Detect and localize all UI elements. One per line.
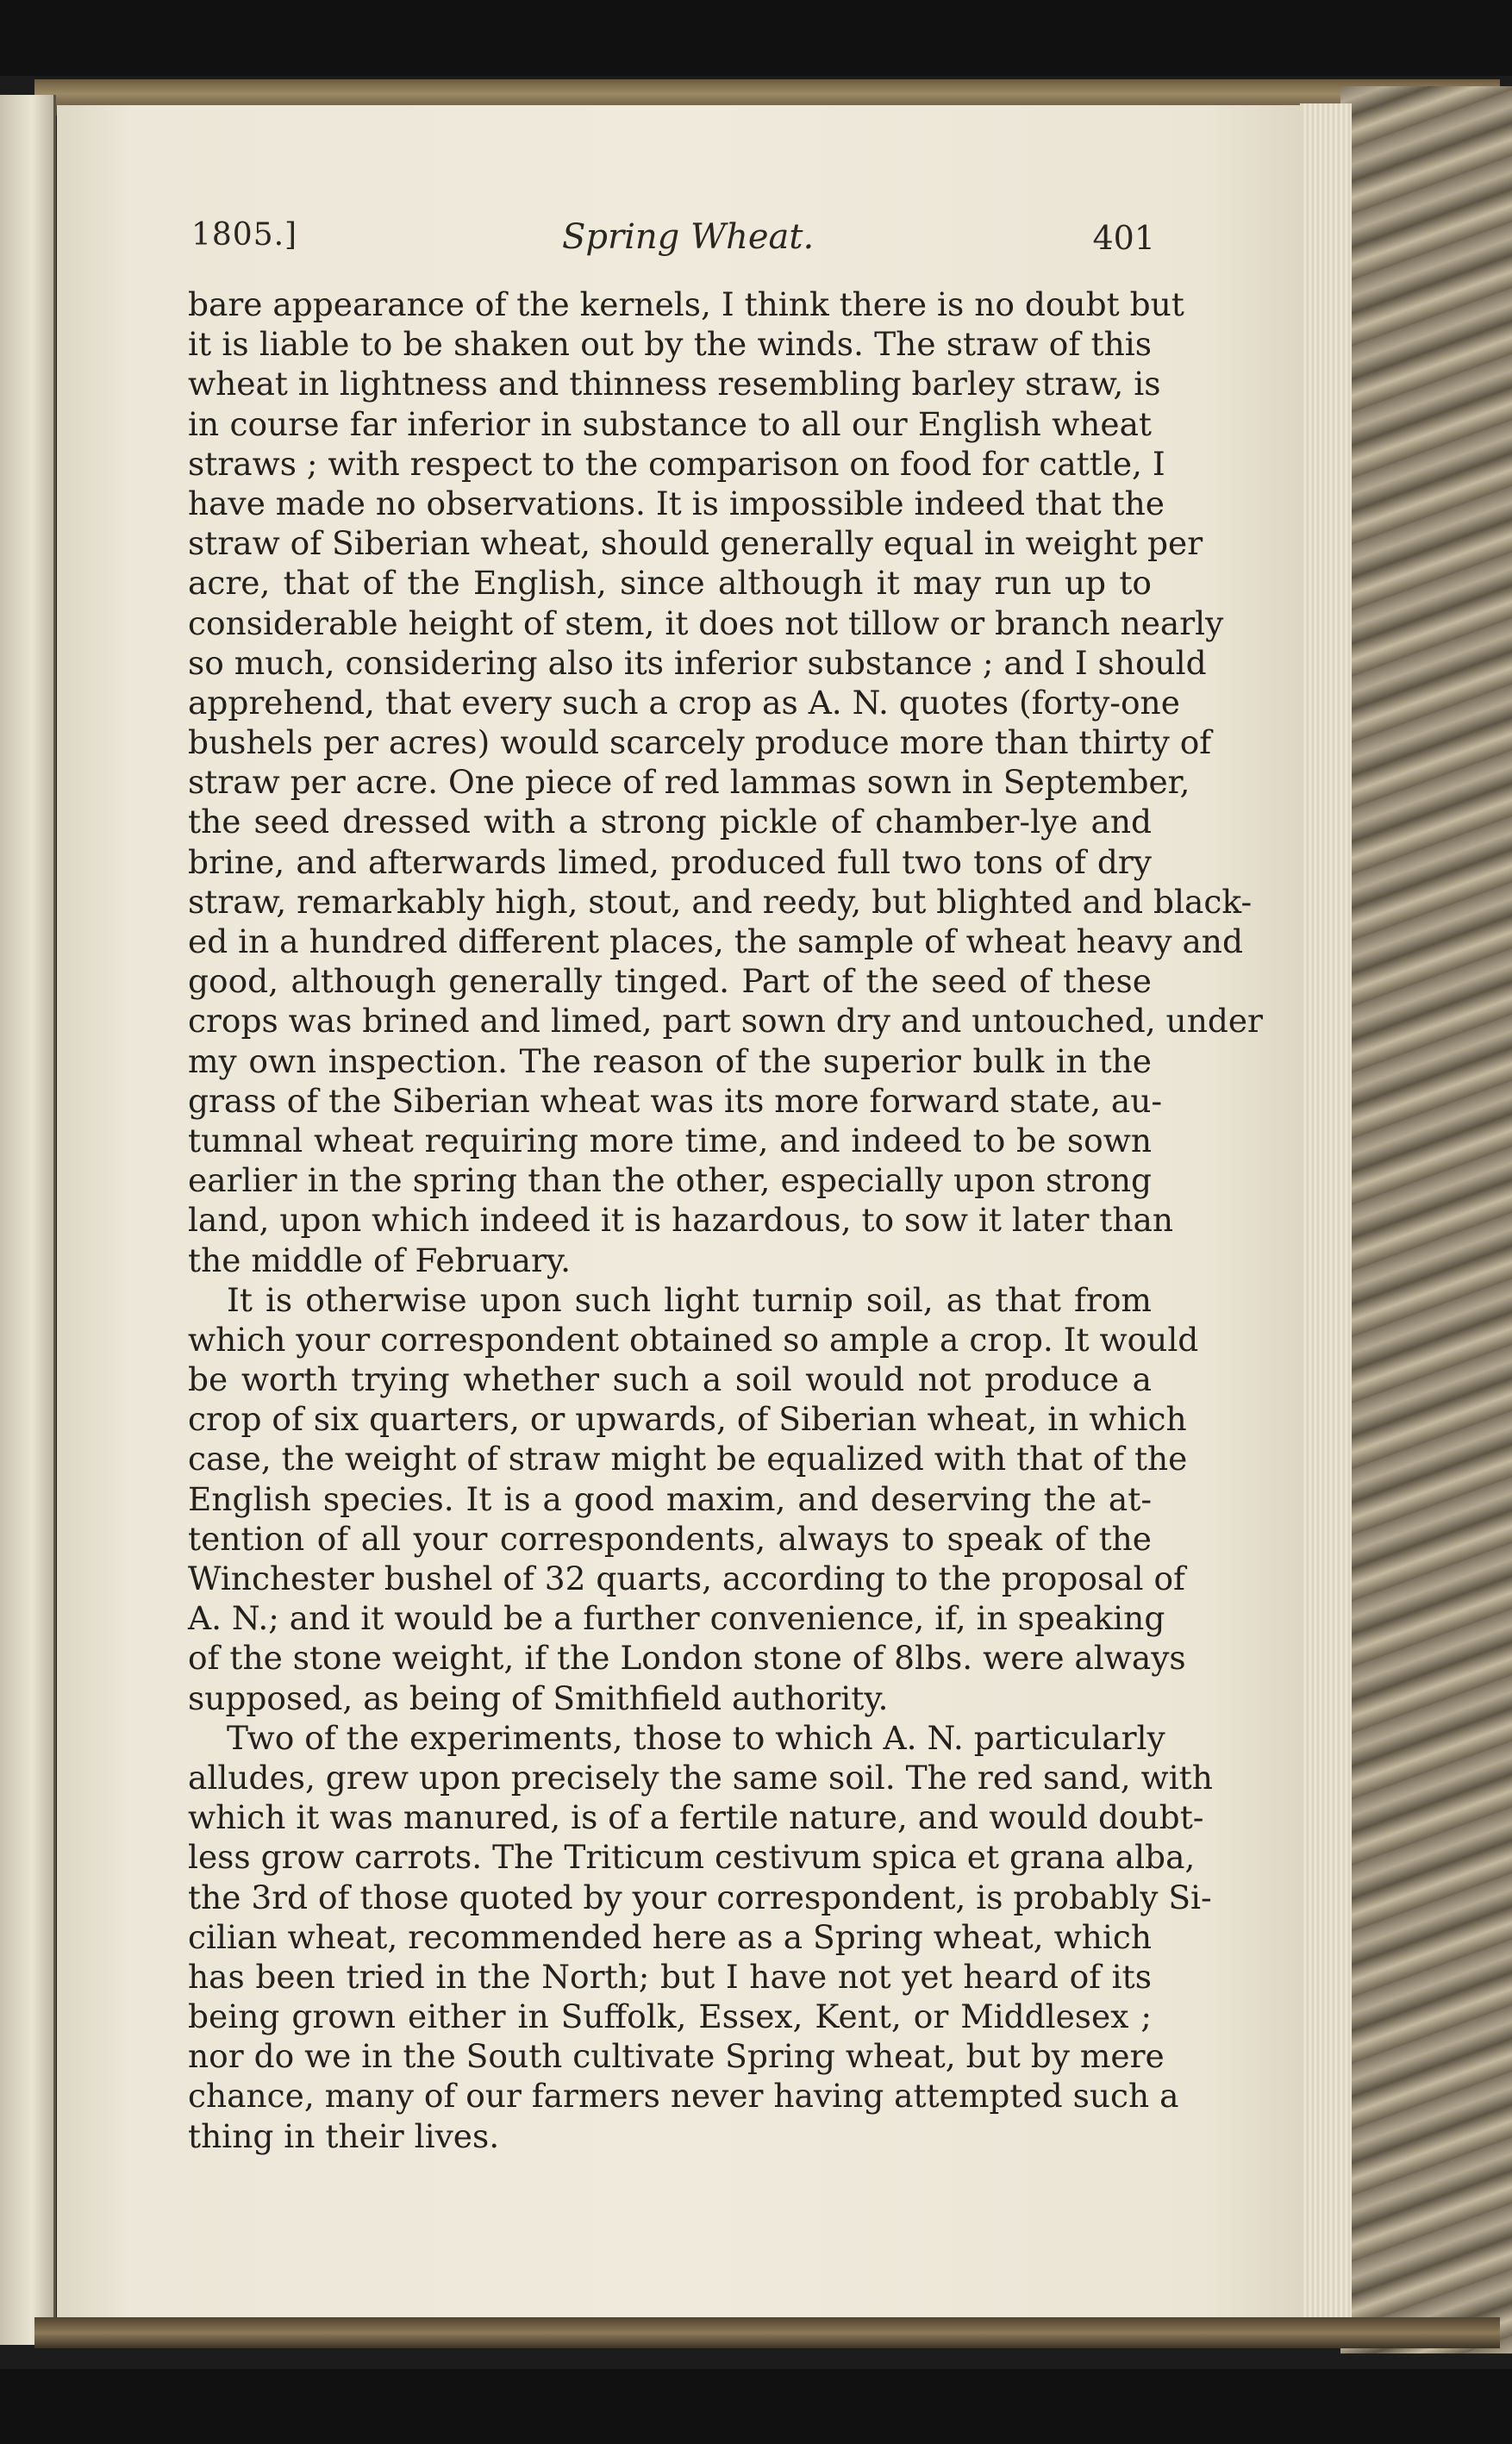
text-line: has been tried in the North; but I have not yet heard of its <box>188 1957 1152 1996</box>
text-line: crop of six quarters, or upwards, of Siberian wheat, in which <box>188 1400 1187 1439</box>
cover-bottom-edge <box>34 2317 1500 2348</box>
text-line: alludes, grew upon precisely the same soil. The red sand, with <box>188 1758 1213 1797</box>
text-line: It is otherwise upon such light turnip soil, as that from <box>227 1280 1152 1319</box>
text-line: chance, many of our farmers never having attempted such a <box>188 2077 1179 2116</box>
text-line: land, upon which indeed it is hazardous, to sow it later than <box>188 1201 1174 1240</box>
text-line: the middle of February. <box>188 1241 572 1279</box>
page-fore-edge <box>1300 103 1352 2328</box>
text-line: in course far inferior in substance to all our English wheat <box>188 404 1152 443</box>
text-line: less grow carrots. The Triticum cestivum spica et grana alba, <box>188 1838 1196 1877</box>
facing-page-edge <box>0 95 56 2345</box>
text-line: the seed dressed with a strong pickle of chamber-lye and <box>188 803 1152 841</box>
text-line: wheat in lightness and thinness resembling barley straw, is <box>188 365 1161 403</box>
text-line: case, the weight of straw might be equalized with that of the <box>188 1440 1188 1478</box>
text-line: good, although generally tinged. Part of the seed of these <box>188 962 1152 1001</box>
text-line: have made no observations. It is impossible indeed that the <box>188 484 1165 522</box>
text-line: of the stone weight, if the London stone of 8lbs. were always <box>188 1639 1186 1678</box>
page-number: 401 <box>1092 219 1155 257</box>
text-line: A. N.; and it would be a further convenience, if, in speaking <box>188 1599 1165 1638</box>
text-line: straws ; with respect to the comparison on food for cattle, I <box>188 444 1165 483</box>
text-line: thing in their lives. <box>188 2116 500 2155</box>
text-line: earlier in the spring than the other, especially upon strong <box>188 1161 1152 1200</box>
text-line: being grown either in Suffolk, Essex, Kent, or Middlesex ; <box>188 1997 1152 2036</box>
text-line: straw per acre. One piece of red lammas sown in September, <box>188 763 1190 802</box>
text-line: straw of Siberian wheat, should generally equal in weight per <box>188 524 1203 563</box>
text-line: my own inspection. The reason of the superior bulk in the <box>188 1041 1152 1080</box>
text-line: apprehend, that every such a crop as A. N. quotes (forty-one <box>188 683 1180 722</box>
text-line: bare appearance of the kernels, I think there is no doubt but <box>188 285 1184 323</box>
text-line: considerable height of stem, it does not tillow or branch nearly <box>188 603 1224 642</box>
text-line: which it was manured, is of a fertile nature, and would doubt- <box>188 1798 1204 1837</box>
text-line: grass of the Siberian wheat was its more forward state, au- <box>188 1081 1163 1120</box>
body-text <box>188 284 1263 2156</box>
text-line: it is liable to be shaken out by the winds. The straw of this <box>188 325 1152 364</box>
text-line: English species. It is a good maxim, and deserving the at- <box>188 1479 1152 1518</box>
running-head-year: 1805.] <box>191 217 298 253</box>
text-line: crops was brined and limed, part sown dry and untouched, under <box>188 1002 1263 1041</box>
text-line: which your correspondent obtained so ample a crop. It would <box>188 1320 1199 1359</box>
text-line: supposed, as being of Smithfield authority. <box>188 1678 889 1717</box>
text-line: the 3rd of those quoted by your correspondent, is probably Si- <box>188 1878 1212 1916</box>
text-line: brine, and afterwards limed, produced full two tons of dry <box>188 842 1152 881</box>
text-line: straw, remarkably high, stout, and reedy, but blighted and black- <box>188 882 1253 921</box>
marbled-cover-edge <box>1340 86 1512 2353</box>
text-line: Two of the experiments, those to which A. N. particularly <box>227 1718 1165 1757</box>
text-line: tumnal wheat requiring more time, and indeed to be sown <box>188 1121 1152 1159</box>
text-line: so much, considering also its inferior substance ; and I should <box>188 643 1207 682</box>
text-line: Winchester bushel of 32 quarts, according to the proposal of <box>188 1560 1185 1597</box>
text-line: cilian wheat, recommended here as a Spring wheat, which <box>188 1917 1152 1956</box>
text-line: nor do we in the South cultivate Spring wheat, but by mere <box>188 2037 1165 2076</box>
text-line: tention of all your correspondents, always to speak of the <box>188 1519 1152 1558</box>
text-line: bushels per acres) would scarcely produce more than thirty of <box>188 723 1212 762</box>
text-line: acre, that of the English, since although it may run up to <box>188 564 1152 603</box>
text-line: be worth trying whether such a soil would not produce a <box>188 1360 1152 1399</box>
running-head <box>191 217 1155 269</box>
text-line: ed in a hundred different places, the sample of wheat heavy and <box>188 922 1243 960</box>
running-head-title: Spring Wheat. <box>562 217 815 257</box>
